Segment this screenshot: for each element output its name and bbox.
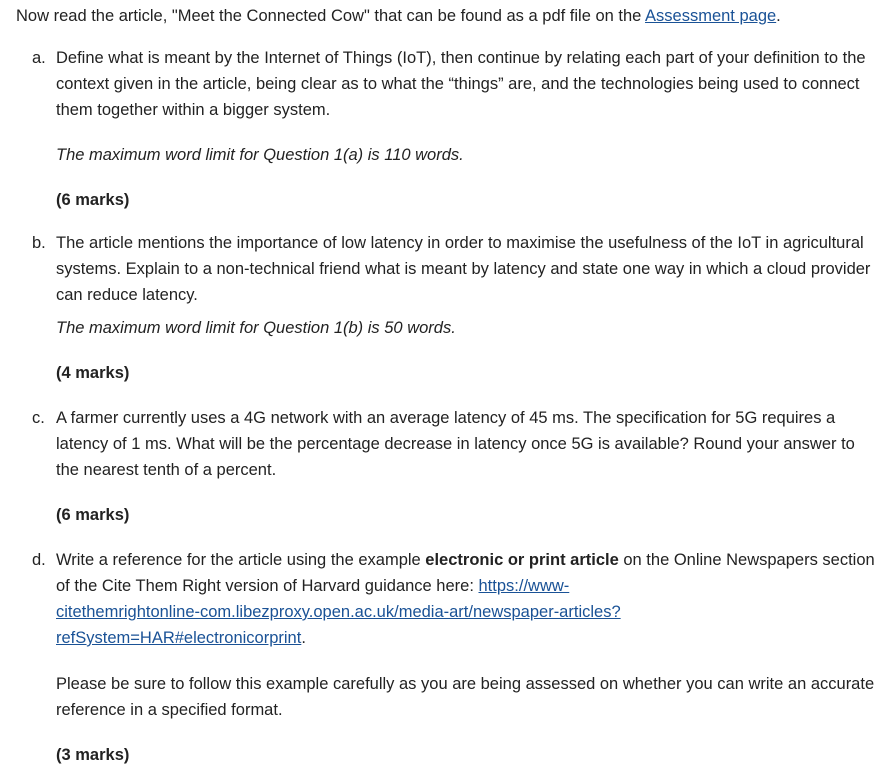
bold-phrase: electronic or print article: [425, 551, 619, 569]
question-text: [56, 547, 875, 651]
question-letter: a.: [32, 49, 46, 67]
intro-text: Now read the article, "Meet the Connected Cow" that can be found as a pdf file on the: [16, 7, 646, 25]
question-b: [16, 230, 875, 386]
marks-label: (6 marks): [56, 506, 130, 524]
question-text-middle: on the Online Newspapers section of the Cite Them Right version of Harvard guidance here:: [56, 551, 875, 595]
marks-label: (6 marks): [56, 191, 130, 209]
link-line-3: refSystem=HAR#electronicorprint: [56, 629, 302, 647]
question-letter: d.: [32, 551, 46, 569]
question-text-start: Write a reference for the article using the example: [56, 551, 426, 569]
intro-text-end: .: [776, 7, 781, 25]
question-list: [16, 45, 875, 768]
question-a: [16, 45, 875, 213]
word-limit: The maximum word limit for Question 1(b) is 50 words.: [56, 319, 456, 337]
link-line-1: https://www-: [478, 577, 570, 595]
question-c: [16, 405, 875, 528]
link-line-2: citethemrightonline-com.libezproxy.open.ac.uk/media-art/newspaper-articles?: [56, 603, 621, 621]
marks-label: (4 marks): [56, 364, 130, 382]
question-letter: c.: [32, 409, 45, 427]
question-letter: b.: [32, 234, 46, 252]
question-d: [16, 547, 875, 768]
intro-paragraph: [16, 3, 875, 29]
question-text: The article mentions the importance of low latency in order to maximise the usefulness of the IoT in agricultural systems. Explain to a non-technical friend what is meant by latency and state one way in which a cloud provider can reduce latency.: [56, 234, 871, 304]
question-text: Define what is meant by the Internet of Things (IoT), then continue by relating each part of your definition to the context given in the article, being clear as to what the “things” are, and the technologies being used to connect them together within a bigger system.: [56, 49, 866, 119]
assessment-page-link[interactable]: Assessment page: [645, 7, 777, 25]
marks-label: (3 marks): [56, 746, 130, 764]
instruction-note: Please be sure to follow this example carefully as you are being assessed on whether you can write an accurate reference in a specified format.: [56, 675, 875, 719]
question-text-end: .: [301, 629, 306, 647]
word-limit: The maximum word limit for Question 1(a) is 110 words.: [56, 146, 464, 164]
question-text: A farmer currently uses a 4G network with an average latency of 45 ms. The specification for 5G requires a latency of 1 ms. What will be the percentage decrease in latency once 5G is available? Round your answer to the nearest tenth of a percent.: [56, 409, 855, 479]
